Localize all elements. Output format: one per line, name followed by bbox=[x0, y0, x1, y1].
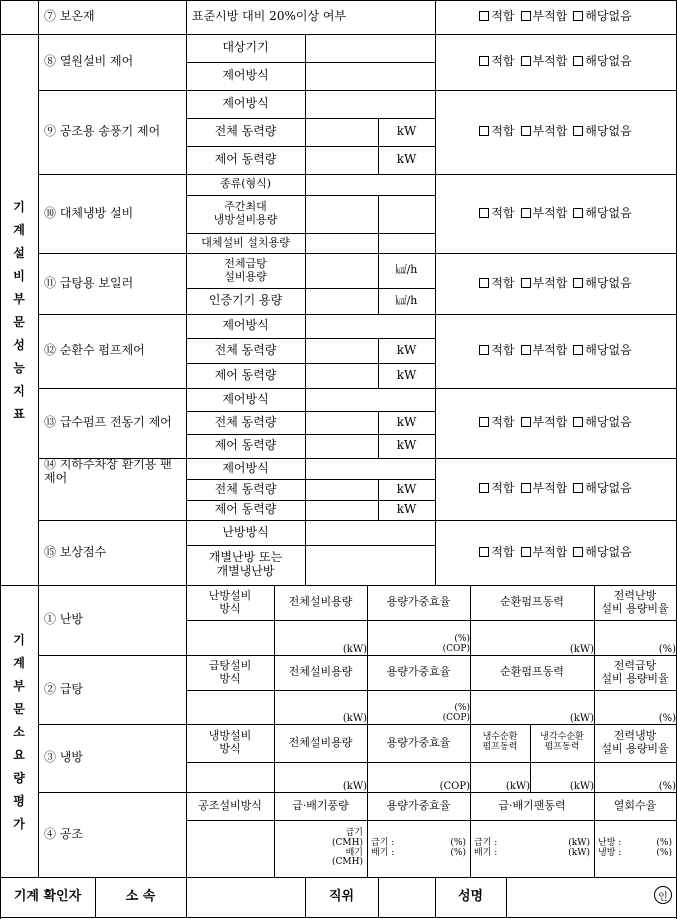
item-9-total: 전체 동력량 bbox=[214, 124, 277, 139]
item-13-label: ⑬ 급수펌프 전동기 제어 bbox=[44, 415, 172, 430]
unit-row bbox=[371, 849, 466, 859]
unit-label: (kW) bbox=[342, 780, 367, 792]
checkbox-square-icon bbox=[521, 547, 531, 557]
item-8-method: 제어방식 bbox=[222, 68, 269, 83]
hotwater-h2: 전체설비용량 bbox=[288, 665, 353, 679]
unit-kw: kW bbox=[396, 481, 417, 496]
checkbox-na[interactable] bbox=[573, 546, 631, 560]
checkbox-label: 적합 bbox=[491, 9, 515, 24]
title-char: 평 bbox=[13, 793, 25, 808]
aircon-u5 bbox=[594, 820, 676, 877]
compliance-checks-14 bbox=[435, 458, 676, 520]
compliance-checks-15 bbox=[435, 520, 676, 585]
cell-line: 설비용량 bbox=[224, 269, 267, 283]
checkbox-square-icon bbox=[521, 417, 531, 427]
heating-h3: 용량가중효율 bbox=[386, 595, 451, 609]
checkbox-square-icon bbox=[521, 345, 531, 355]
section-title-requirement bbox=[0, 585, 38, 877]
item-14-total: 전체 동력량 bbox=[214, 481, 277, 496]
checkbox-label: 적합 bbox=[491, 343, 515, 358]
title-char: 설 bbox=[13, 245, 25, 260]
unit-part: (CMH) bbox=[332, 857, 363, 868]
cell-line: 펌프동력 bbox=[482, 742, 518, 752]
heating-h4: 순환펌프동력 bbox=[500, 595, 564, 609]
unit-part: 배기 : bbox=[371, 847, 395, 858]
checkbox-ok[interactable] bbox=[479, 207, 514, 221]
checkbox-ok[interactable] bbox=[479, 416, 514, 430]
unit-part: (%) bbox=[450, 847, 466, 858]
checkbox-ng[interactable] bbox=[521, 277, 568, 291]
checkbox-ok[interactable] bbox=[479, 344, 514, 358]
cell-line: 설비 용량비율 bbox=[601, 742, 669, 755]
item-8-label: ⑧ 열원설비 제어 bbox=[44, 54, 134, 69]
checkbox-label: 적합 bbox=[491, 54, 515, 69]
checkbox-square-icon bbox=[573, 345, 583, 355]
item-10-type: 종류(형식) bbox=[219, 177, 272, 191]
unit-part: (CMH) bbox=[332, 837, 363, 848]
heating-h2: 전체설비용량 bbox=[288, 595, 353, 609]
item-10-alt: 대체설비 설치용량 bbox=[201, 235, 290, 249]
checkbox-ng[interactable] bbox=[521, 344, 568, 358]
title-char: 문 bbox=[13, 314, 25, 329]
name-input[interactable] bbox=[506, 877, 676, 917]
heating-h5 bbox=[594, 585, 676, 620]
unit-part: 난방 : bbox=[598, 837, 622, 848]
unit-part: 급기 bbox=[345, 827, 363, 838]
item-12-control: 제어 동력량 bbox=[214, 367, 277, 382]
checkbox-na[interactable] bbox=[573, 125, 631, 139]
compliance-checks-9 bbox=[435, 90, 676, 174]
cell-line: (%) bbox=[454, 634, 470, 645]
checkbox-square-icon bbox=[479, 11, 489, 21]
hotwater-label: ② 급탕 bbox=[44, 681, 83, 696]
checkbox-ok[interactable] bbox=[479, 10, 514, 24]
checkbox-label: 해당없음 bbox=[585, 544, 632, 559]
unit-label: (kW) bbox=[569, 643, 594, 655]
item-15-individual bbox=[186, 545, 305, 585]
checkbox-label: 적합 bbox=[491, 481, 515, 496]
unit-label bbox=[367, 690, 473, 724]
grid-line bbox=[378, 195, 379, 253]
checkbox-label: 적합 bbox=[491, 415, 515, 430]
title-char: 계 bbox=[13, 655, 25, 670]
item-9-label: ⑨ 공조용 송풍기 제어 bbox=[44, 124, 161, 139]
compliance-checks-11 bbox=[435, 253, 676, 314]
checkbox-label: 부적합 bbox=[532, 343, 568, 358]
cell-line: ⑭ 지하주차장 환기용 팬 bbox=[44, 458, 172, 471]
hotwater-h3: 용량가중효율 bbox=[386, 665, 451, 679]
checkbox-na[interactable] bbox=[573, 207, 631, 221]
grid-line bbox=[305, 520, 306, 585]
title-char: 가 bbox=[13, 816, 25, 831]
heating-h1 bbox=[186, 585, 274, 620]
checkbox-square-icon bbox=[479, 417, 489, 427]
checkbox-square-icon bbox=[573, 547, 583, 557]
cell-line: 개별난방 또는 bbox=[208, 550, 283, 565]
unit-kw: kW bbox=[396, 414, 417, 429]
title-char: 문 bbox=[13, 701, 25, 716]
checkbox-label: 부적합 bbox=[532, 544, 568, 559]
affiliation-input[interactable] bbox=[186, 877, 305, 917]
checkbox-square-icon bbox=[479, 547, 489, 557]
grid-line bbox=[305, 314, 306, 388]
title-char: 기 bbox=[13, 632, 25, 647]
unit-label: (COP) bbox=[439, 780, 470, 792]
checkbox-square-icon bbox=[479, 345, 489, 355]
unit-part: (kW) bbox=[568, 837, 590, 848]
cell-line: (COP) bbox=[442, 713, 470, 724]
checkbox-square-icon bbox=[479, 56, 489, 66]
cell-line: 방식 bbox=[219, 671, 241, 685]
cell-line: 냉방설비 bbox=[208, 729, 252, 743]
compliance-checks-10 bbox=[435, 174, 676, 253]
item-11-certified: 인증기기 용량 bbox=[208, 293, 283, 308]
grid-line bbox=[305, 253, 306, 314]
checkbox-label: 해당없음 bbox=[585, 415, 632, 430]
checkbox-label: 부적합 bbox=[532, 481, 568, 496]
item-10-peak bbox=[186, 195, 305, 233]
checkbox-label: 해당없음 bbox=[585, 343, 632, 358]
checkbox-square-icon bbox=[521, 483, 531, 493]
item-7-desc: 표준시방 대비 20%이상 여부 bbox=[192, 9, 347, 24]
unit-kcal: ㎉/h bbox=[395, 293, 418, 307]
compliance-checks-13 bbox=[435, 388, 676, 458]
checkbox-label: 부적합 bbox=[532, 9, 568, 24]
unit-part: 급기 : bbox=[371, 837, 395, 848]
checkbox-na[interactable] bbox=[573, 55, 631, 69]
item-14-label bbox=[38, 458, 192, 520]
unit-label: (kW) bbox=[569, 780, 594, 792]
position-label: 직위 bbox=[328, 888, 355, 904]
grid-line bbox=[305, 90, 306, 174]
checkbox-label: 적합 bbox=[491, 124, 515, 139]
checkbox-label: 적합 bbox=[491, 205, 515, 220]
title-char: 량 bbox=[13, 770, 25, 785]
checkbox-square-icon bbox=[521, 208, 531, 218]
checkbox-square-icon bbox=[573, 483, 583, 493]
item-15-label: ⑮ 보상점수 bbox=[44, 544, 107, 559]
cell-line: 전력난방 bbox=[613, 588, 657, 602]
cell-line: 설비 용량비율 bbox=[601, 601, 669, 615]
grid-line bbox=[305, 458, 306, 520]
aircon-u2 bbox=[274, 820, 367, 877]
unit-part: 급기 : bbox=[474, 837, 498, 848]
unit-row bbox=[598, 849, 672, 859]
aircon-h5: 열회수율 bbox=[613, 798, 657, 812]
cell-line: 난방설비 bbox=[208, 588, 252, 602]
aircon-h3: 용량가중효율 bbox=[386, 798, 451, 812]
aircon-h4: 급·배기팬동력 bbox=[498, 798, 566, 812]
hotwater-h1 bbox=[186, 655, 274, 690]
checkbox-label: 부적합 bbox=[532, 54, 568, 69]
cell-line: 개별냉난방 bbox=[216, 564, 275, 578]
cell-line: 냉방설비용량 bbox=[213, 213, 278, 226]
title-char: 성 bbox=[13, 337, 25, 352]
aircon-h2: 급·배기풍량 bbox=[292, 798, 349, 812]
cooling-h4b bbox=[530, 724, 594, 762]
compliance-checks-12 bbox=[435, 314, 676, 388]
checkbox-square-icon bbox=[573, 56, 583, 66]
unit-label: (%) bbox=[658, 780, 676, 792]
title-char: 비 bbox=[13, 268, 25, 283]
checkbox-label: 부적합 bbox=[532, 124, 568, 139]
checkbox-square-icon bbox=[521, 11, 531, 21]
checkbox-square-icon bbox=[573, 278, 583, 288]
checkbox-label: 적합 bbox=[491, 275, 515, 290]
title-char: 지 bbox=[13, 383, 25, 398]
cell-line: 전체급탕 bbox=[224, 256, 267, 270]
cooling-label: ③ 냉방 bbox=[44, 750, 83, 765]
unit-part: 냉방 : bbox=[598, 847, 622, 858]
checkbox-square-icon bbox=[479, 483, 489, 493]
unit-part: (%) bbox=[450, 837, 466, 848]
unit-label: (%) bbox=[658, 712, 676, 724]
cooling-h2: 전체설비용량 bbox=[288, 735, 353, 749]
aircon-label: ④ 공조 bbox=[44, 826, 83, 841]
item-14-method: 제어방식 bbox=[222, 460, 269, 475]
grid-line bbox=[305, 388, 306, 458]
item-8-target: 대상기기 bbox=[222, 40, 269, 55]
item-12-method: 제어방식 bbox=[222, 318, 269, 333]
cell-line: 설비 용량비율 bbox=[601, 671, 669, 685]
checkbox-label: 해당없음 bbox=[585, 481, 632, 496]
checkbox-ng[interactable] bbox=[521, 482, 568, 496]
checkbox-square-icon bbox=[573, 126, 583, 136]
checkbox-square-icon bbox=[521, 278, 531, 288]
hotwater-h5 bbox=[594, 655, 676, 690]
section-title-performance bbox=[0, 34, 38, 585]
unit-label: (kW) bbox=[342, 712, 367, 724]
unit-part: (%) bbox=[656, 837, 672, 848]
confirmer-label: 기계 확인자 bbox=[13, 888, 82, 904]
unit-row bbox=[474, 849, 590, 859]
unit-part: (%) bbox=[656, 847, 672, 858]
checkbox-ok[interactable] bbox=[479, 277, 514, 291]
title-char: 능 bbox=[13, 360, 25, 375]
aircon-h1: 공조설비방식 bbox=[198, 798, 262, 812]
cell-line: 주간최대 bbox=[224, 200, 267, 214]
grid-line bbox=[0, 34, 38, 35]
checkbox-square-icon bbox=[521, 126, 531, 136]
checkbox-label: 해당없음 bbox=[585, 9, 632, 24]
item-13-control: 제어 동력량 bbox=[214, 438, 277, 453]
unit-part: 배기 : bbox=[474, 847, 498, 858]
checkbox-na[interactable] bbox=[573, 344, 631, 358]
cooling-h3: 용량가중효율 bbox=[386, 735, 451, 749]
name-label: 성명 bbox=[457, 888, 484, 904]
title-char: 요 bbox=[13, 747, 25, 762]
unit-part: (kW) bbox=[568, 847, 590, 858]
checkbox-ng[interactable] bbox=[521, 207, 568, 221]
compliance-checks-7 bbox=[435, 0, 676, 34]
item-12-total: 전체 동력량 bbox=[214, 342, 277, 357]
title-char: 기 bbox=[13, 199, 25, 214]
checkbox-label: 부적합 bbox=[532, 415, 568, 430]
unit-kw: kW bbox=[396, 124, 417, 139]
grid-line bbox=[305, 34, 306, 90]
unit-label: (kW) bbox=[505, 780, 530, 792]
checkbox-ok[interactable] bbox=[479, 55, 514, 69]
unit-kw: kW bbox=[396, 367, 417, 382]
checkbox-square-icon bbox=[479, 208, 489, 218]
seal-mark: 인 bbox=[654, 886, 672, 904]
item-9-method: 제어방식 bbox=[222, 96, 269, 111]
checkbox-na[interactable] bbox=[573, 482, 631, 496]
checkbox-ok[interactable] bbox=[479, 125, 514, 139]
checkbox-square-icon bbox=[479, 278, 489, 288]
item-9-control: 제어 동력량 bbox=[214, 152, 277, 167]
item-13-method: 제어방식 bbox=[222, 391, 269, 406]
unit-part: 배기 bbox=[345, 847, 363, 858]
cooling-h4a bbox=[470, 724, 530, 762]
cell-line: 전력급탕 bbox=[613, 658, 657, 672]
checkbox-square-icon bbox=[573, 11, 583, 21]
checkbox-ng[interactable] bbox=[521, 55, 568, 69]
checkbox-label: 해당없음 bbox=[585, 124, 632, 139]
item-10-label: ⑩ 대체냉방 설비 bbox=[44, 205, 134, 220]
unit-label bbox=[367, 620, 473, 655]
title-char: 표 bbox=[13, 406, 25, 421]
unit-kw: kW bbox=[396, 438, 417, 453]
cell-line: 전력냉방 bbox=[613, 729, 657, 743]
aircon-u4 bbox=[470, 820, 594, 877]
checkbox-square-icon bbox=[573, 417, 583, 427]
unit-kw: kW bbox=[396, 342, 417, 357]
cooling-h1 bbox=[186, 724, 274, 762]
checkbox-ng[interactable] bbox=[521, 416, 568, 430]
title-char: 부 bbox=[13, 678, 25, 693]
grid-line bbox=[0, 917, 676, 918]
grid-line bbox=[305, 174, 306, 253]
unit-kw: kW bbox=[396, 502, 417, 517]
cell-line: (COP) bbox=[442, 644, 470, 655]
unit-label: (kW) bbox=[342, 643, 367, 655]
cell-line: 냉각수순환 bbox=[540, 732, 584, 743]
cooling-h5 bbox=[594, 724, 676, 762]
checkbox-ng[interactable] bbox=[521, 125, 568, 139]
checkbox-label: 해당없음 bbox=[585, 275, 632, 290]
cell-line: 방식 bbox=[219, 601, 241, 615]
title-char: 계 bbox=[13, 222, 25, 237]
compliance-checks-8 bbox=[435, 34, 676, 90]
item-15-heating: 난방방식 bbox=[222, 524, 269, 539]
affiliation-label: 소 속 bbox=[125, 888, 156, 904]
item-7-label: ⑦ 보온재 bbox=[44, 9, 95, 24]
checkbox-ng[interactable] bbox=[521, 546, 568, 560]
checkbox-ok[interactable] bbox=[479, 482, 514, 496]
cell-line: 방식 bbox=[219, 742, 241, 755]
checkbox-ng[interactable] bbox=[521, 10, 568, 24]
title-char: 소 bbox=[13, 724, 25, 739]
checkbox-na[interactable] bbox=[573, 277, 631, 291]
aircon-u3 bbox=[367, 820, 470, 877]
unit-label: (kW) bbox=[569, 712, 594, 724]
checkbox-label: 부적합 bbox=[532, 275, 568, 290]
checkbox-label: 해당없음 bbox=[585, 205, 632, 220]
checkbox-ok[interactable] bbox=[479, 546, 514, 560]
item-11-total bbox=[186, 253, 305, 288]
unit-kw: kW bbox=[396, 152, 417, 167]
checkbox-square-icon bbox=[479, 126, 489, 136]
cell-line: 펌프동력 bbox=[544, 742, 580, 752]
heating-label: ① 난방 bbox=[44, 612, 83, 627]
unit-label: (%) bbox=[658, 643, 676, 655]
checkbox-na[interactable] bbox=[573, 10, 631, 24]
hotwater-h4: 순환펌프동력 bbox=[500, 665, 564, 679]
checkbox-label: 해당없음 bbox=[585, 54, 632, 69]
checkbox-square-icon bbox=[521, 56, 531, 66]
title-char: 부 bbox=[13, 291, 25, 306]
checkbox-label: 부적합 bbox=[532, 205, 568, 220]
cell-line: 제어 bbox=[44, 470, 68, 485]
cell-line: 급탕설비 bbox=[208, 658, 252, 672]
item-12-label: ⑫ 순환수 펌프제어 bbox=[44, 343, 145, 358]
item-14-control: 제어 동력량 bbox=[214, 502, 277, 517]
item-13-total: 전체 동력량 bbox=[214, 414, 277, 429]
cell-line: 냉수순환 bbox=[482, 732, 518, 743]
item-11-label: ⑪ 급탕용 보일러 bbox=[44, 275, 134, 290]
checkbox-na[interactable] bbox=[573, 416, 631, 430]
checkbox-square-icon bbox=[573, 208, 583, 218]
position-input[interactable] bbox=[378, 877, 435, 917]
cell-line: (%) bbox=[454, 703, 470, 714]
checkbox-label: 적합 bbox=[491, 544, 515, 559]
unit-kcal: ㎉/h bbox=[395, 263, 418, 277]
